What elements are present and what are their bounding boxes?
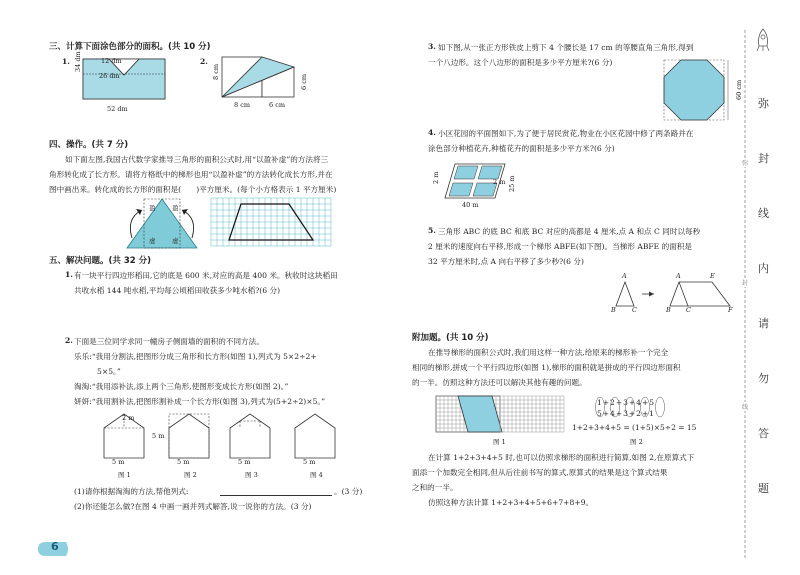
label-a2: A [676,272,681,280]
triangle-ying-bu-xu-figure [122,196,202,252]
house4-bottom-dim: 5 m [303,458,316,466]
label-b2: B [666,306,671,314]
binding-dashed-line [740,30,750,560]
problem1-figure [65,55,185,105]
q5-number: 5. [428,226,436,235]
q2-sub2-text: (2)你还能怎么做?在图 4 中画一画并列式解答,说一说你的方法。(3 分) [74,502,312,511]
q2-sub1-answer-blank[interactable] [220,495,332,496]
caption-figure-4: 图 4 [310,471,323,479]
q2-line-3: 5×5。” [97,367,121,376]
xu-label-right: 虚 [172,237,179,245]
q2-number: 2. [65,336,73,345]
section4-line-2: 角形转化成了长方形。请将方格纸中的梯形也用“以盈补虚”的方法转化成长方形,并在 [49,170,333,179]
section4-line-3: 图中画出来。转化成的长方形的面积是( )平方厘米。(每个小方格表示 1 平方厘米) [49,185,337,194]
binding-char-2: 封 [758,152,769,165]
caption-figure-2: 图 2 [184,471,197,479]
section4-line-1: 如下面左图,我国古代数学家推导三角形的面积公式时,用“以盈补虚”的方法将三 [65,155,329,164]
parallelogram-shaded-trapezoid [458,396,502,432]
sum-row-forward: 1+2+3+4+5 [597,398,655,407]
problem2-bottom-left-dim: 8 cm [234,101,251,109]
house1-side-dim: 5 m [152,432,165,440]
q4-line-1: 小区花园的平面图如下,为了便于居民赏花,物业在小区花园中修了两条路并在 [438,129,694,138]
house2-bottom-dim: 5 m [177,458,190,466]
problem1-number: 1. [62,57,70,66]
extra-line-1: 在推导梯形的面积公式时,我们用这样一种方法,给原来的梯形补一个完全 [428,348,669,357]
label-c1: C [632,306,637,314]
extra-caption-1: 图 1 [493,438,506,446]
label-b1: B [611,306,616,314]
xu-label-left: 虚 [149,237,156,245]
section3-title: 三、计算下面涂色部分的面积。(共 10 分) [49,42,211,52]
problem2-number: 2. [200,57,208,66]
q3-line-2: 一个八边形。这个八边形的面积是多少平方厘米?(6 分) [428,58,613,67]
binding-small-mi: 弥 [742,160,749,167]
parallelogram-grid-figure [436,394,566,434]
binding-small-xian: 线 [742,404,749,411]
q2-line-1: 下面是三位同学求同一幢房子侧面墙的面积的不同方法。 [74,337,264,346]
ying-label-right: 盈 [172,204,179,212]
extra-line-6: 之和的一半。 [412,483,458,492]
garden-mid-dim: 2 m [493,178,506,186]
binding-char-1: 弥 [758,97,769,110]
house1-top-dim: 2 m [122,414,135,422]
house-figure-2 [163,410,223,462]
garden-left-dim: 2 m [432,171,440,184]
q2-line-4: 淘淘:“我用添补法,添上两个三角形,使图形变成长方形(如图 2)。” [74,382,289,391]
house1-bottom-dim: 5 m [112,458,125,466]
sum-formula: 1+2+3+4+5 = (1+5)×5÷2 = 15 [572,423,697,432]
binding-char-8: 题 [758,482,769,495]
problem1-left-dim: 34 dm [74,51,82,72]
house-figure-4 [289,410,349,462]
q5-line-2: 2 厘米的速度向右平移,形成一个梯形 ABFE(如下图)。当梯形 ABFE 的面积是 [428,242,693,251]
octagon-figure [660,56,730,124]
extra-line-3: 的一半。仿照这种方法还可以解决其他有趣的问题。 [412,378,587,387]
q5-line-1: 三角形 ABC 的底 BC 和底 BC 对应的高都是 4 厘米,点 A 和点 C 同时以每秒 [438,227,701,236]
problem1-top-dim: 12 dm [101,57,122,65]
problem2-right-dim: 6 cm [300,73,308,90]
caption-figure-1: 图 1 [118,471,131,479]
house-figure-3 [224,410,284,462]
octagon-side-dim: 60 cm [735,79,743,100]
label-a1: A [622,272,627,280]
garden-right-dim: 25 m [508,175,516,192]
q5-line-3: 32 平方厘米时,点 A 向右平移了多少秒?(6 分) [428,257,584,266]
caption-figure-3: 图 3 [245,471,258,479]
binding-char-7: 答 [758,427,769,440]
binding-char-6: 勿 [758,372,769,385]
label-f: F [728,306,733,314]
label-c2: C [686,306,691,314]
q3-line-1: 如下图,从一张正方形铁皮上剪下 4 个腰长是 17 cm 的等腰直角三角形,得到 [438,43,694,52]
q3-number: 3. [428,42,436,51]
trapezoid-grid [211,198,336,250]
house3-bottom-dim: 5 m [238,458,251,466]
ying-label-left: 盈 [149,204,156,212]
binding-char-5: 请 [758,317,769,330]
binding-char-3: 线 [758,207,769,220]
extra-line-2: 相同的梯形,拼成一个平行四边形(如图 1),梯形的面积就是拼成的平行四边形面积 [412,363,681,372]
section4-title: 四、操作。(共 7 分) [49,140,129,150]
problem2-figure [222,57,332,107]
octagon-shape [664,60,724,120]
binding-char-4: 内 [758,262,769,275]
problem1-mid-dim: 26 dm [99,72,120,80]
q2-line-2: 乐乐:“我用分割法,把图形分成三角形和长方形(如图 1),列式为 5×2÷2+ [74,352,317,361]
binding-small-feng: 封 [742,280,749,287]
extra-line-7: 仿照这种方法计算 1+2+3+4+5+6+7+8+9。 [428,498,594,507]
q2-sub1-text: (1)请你根据淘淘的方法,帮他列式: [74,487,189,496]
q4-line-2: 涂色部分种植花卉,种植花卉的面积是多少平方米?(6 分) [428,144,615,153]
problem2-bottom-right-dim: 6 cm [269,101,286,109]
problem2-left-dim: 8 cm [212,63,220,80]
q1-line-2: 共收水稻 144 吨水稻,平均每公顷稻田收获多少吨水稻?(6 分) [74,286,281,295]
label-e: E [710,272,715,280]
section5-title: 五、解决问题。(共 32 分) [49,256,152,266]
q1-line-1: 有一块平行四边形稻田,它的底是 600 米,对应的高是 400 米。秋收时这块稻田 [74,271,338,280]
q1-number: 1. [65,270,73,279]
extra-line-4: 在计算 1+2+3+4+5 时,也可以仿照求梯形的面积进行简算,如图 2,在原算式下 [428,453,695,462]
page-number: 6 [51,540,59,553]
q4-number: 4. [428,128,436,137]
extra-caption-2: 图 2 [630,438,643,446]
problem1-bottom-dim: 52 dm [107,105,128,113]
sum-pairing-marks [594,396,664,422]
q2-line-5: 妍妍:“我用割补法,把图形割补成一个长方形(如图 3),列式为(5+2÷2)×5。” [74,397,326,406]
q2-sub1-points: 。(3 分) [334,487,363,496]
rocket-icon [755,28,771,52]
extra-title: 附加题。(共 10 分) [412,333,489,343]
extra-line-5: 面添一个加数完全相同,但从后往前书写的算式,原算式的结果是这个算式结果 [412,468,668,477]
sum-row-backward: 5+4+3+2+1 [597,409,655,418]
garden-bottom-dim: 40 m [462,201,479,209]
